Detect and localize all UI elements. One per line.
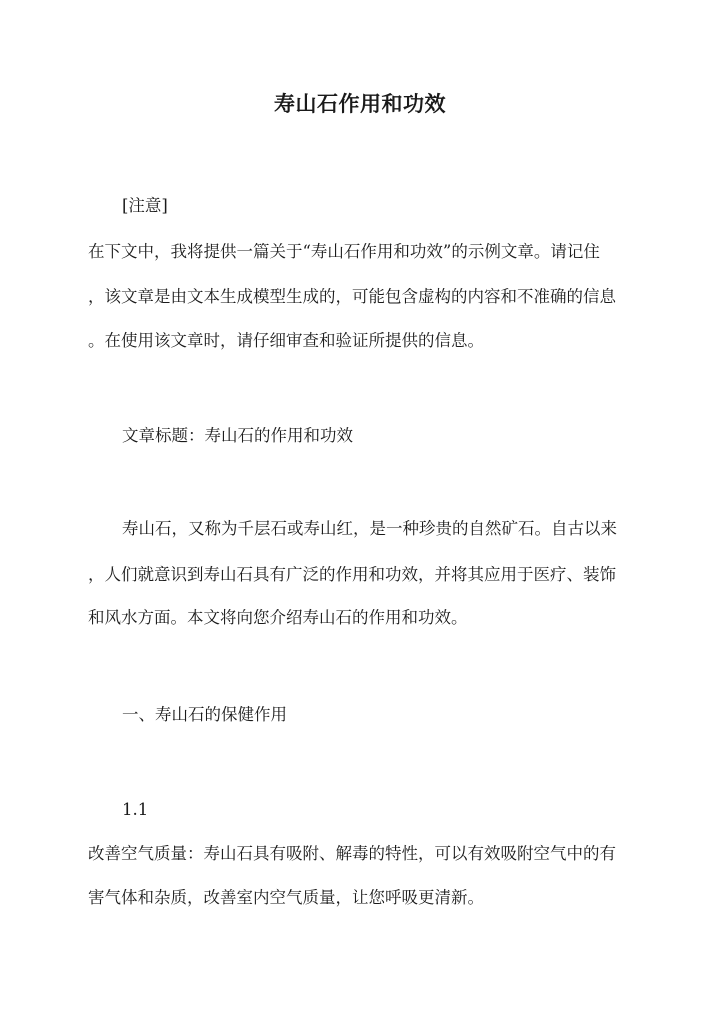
notice-line: 在下文中，我将提供一篇关于“寿山石作用和功效”的示例文章。请记住 — [88, 242, 600, 261]
intro-line: 寿山石，又称为千层石或寿山红，是一种珍贵的自然矿石。自古以来 — [122, 519, 617, 538]
notice-heading: [注意] — [122, 196, 168, 215]
article-title: 文章标题：寿山石的作用和功效 — [122, 426, 353, 445]
section-heading: 一、寿山石的保健作用 — [122, 705, 287, 724]
subsection-line: 改善空气质量：寿山石具有吸附、解毒的特性，可以有效吸附空气中的有 — [88, 844, 616, 863]
document-title: 寿山石作用和功效 — [274, 91, 446, 116]
subsection-line: 害气体和杂质，改善室内空气质量，让您呼吸更清新。 — [88, 888, 484, 907]
subsection-number: 1.1 — [122, 800, 149, 819]
intro-line: ，人们就意识到寿山石具有广泛的作用和功效，并将其应用于医疗、装饰 — [88, 565, 616, 584]
notice-line: ，该文章是由文本生成模型生成的，可能包含虚构的内容和不准确的信息 — [88, 287, 616, 306]
notice-line: 。在使用该文章时，请仔细审查和验证所提供的信息。 — [88, 331, 484, 350]
intro-line: 和风水方面。本文将向您介绍寿山石的作用和功效。 — [88, 608, 468, 627]
